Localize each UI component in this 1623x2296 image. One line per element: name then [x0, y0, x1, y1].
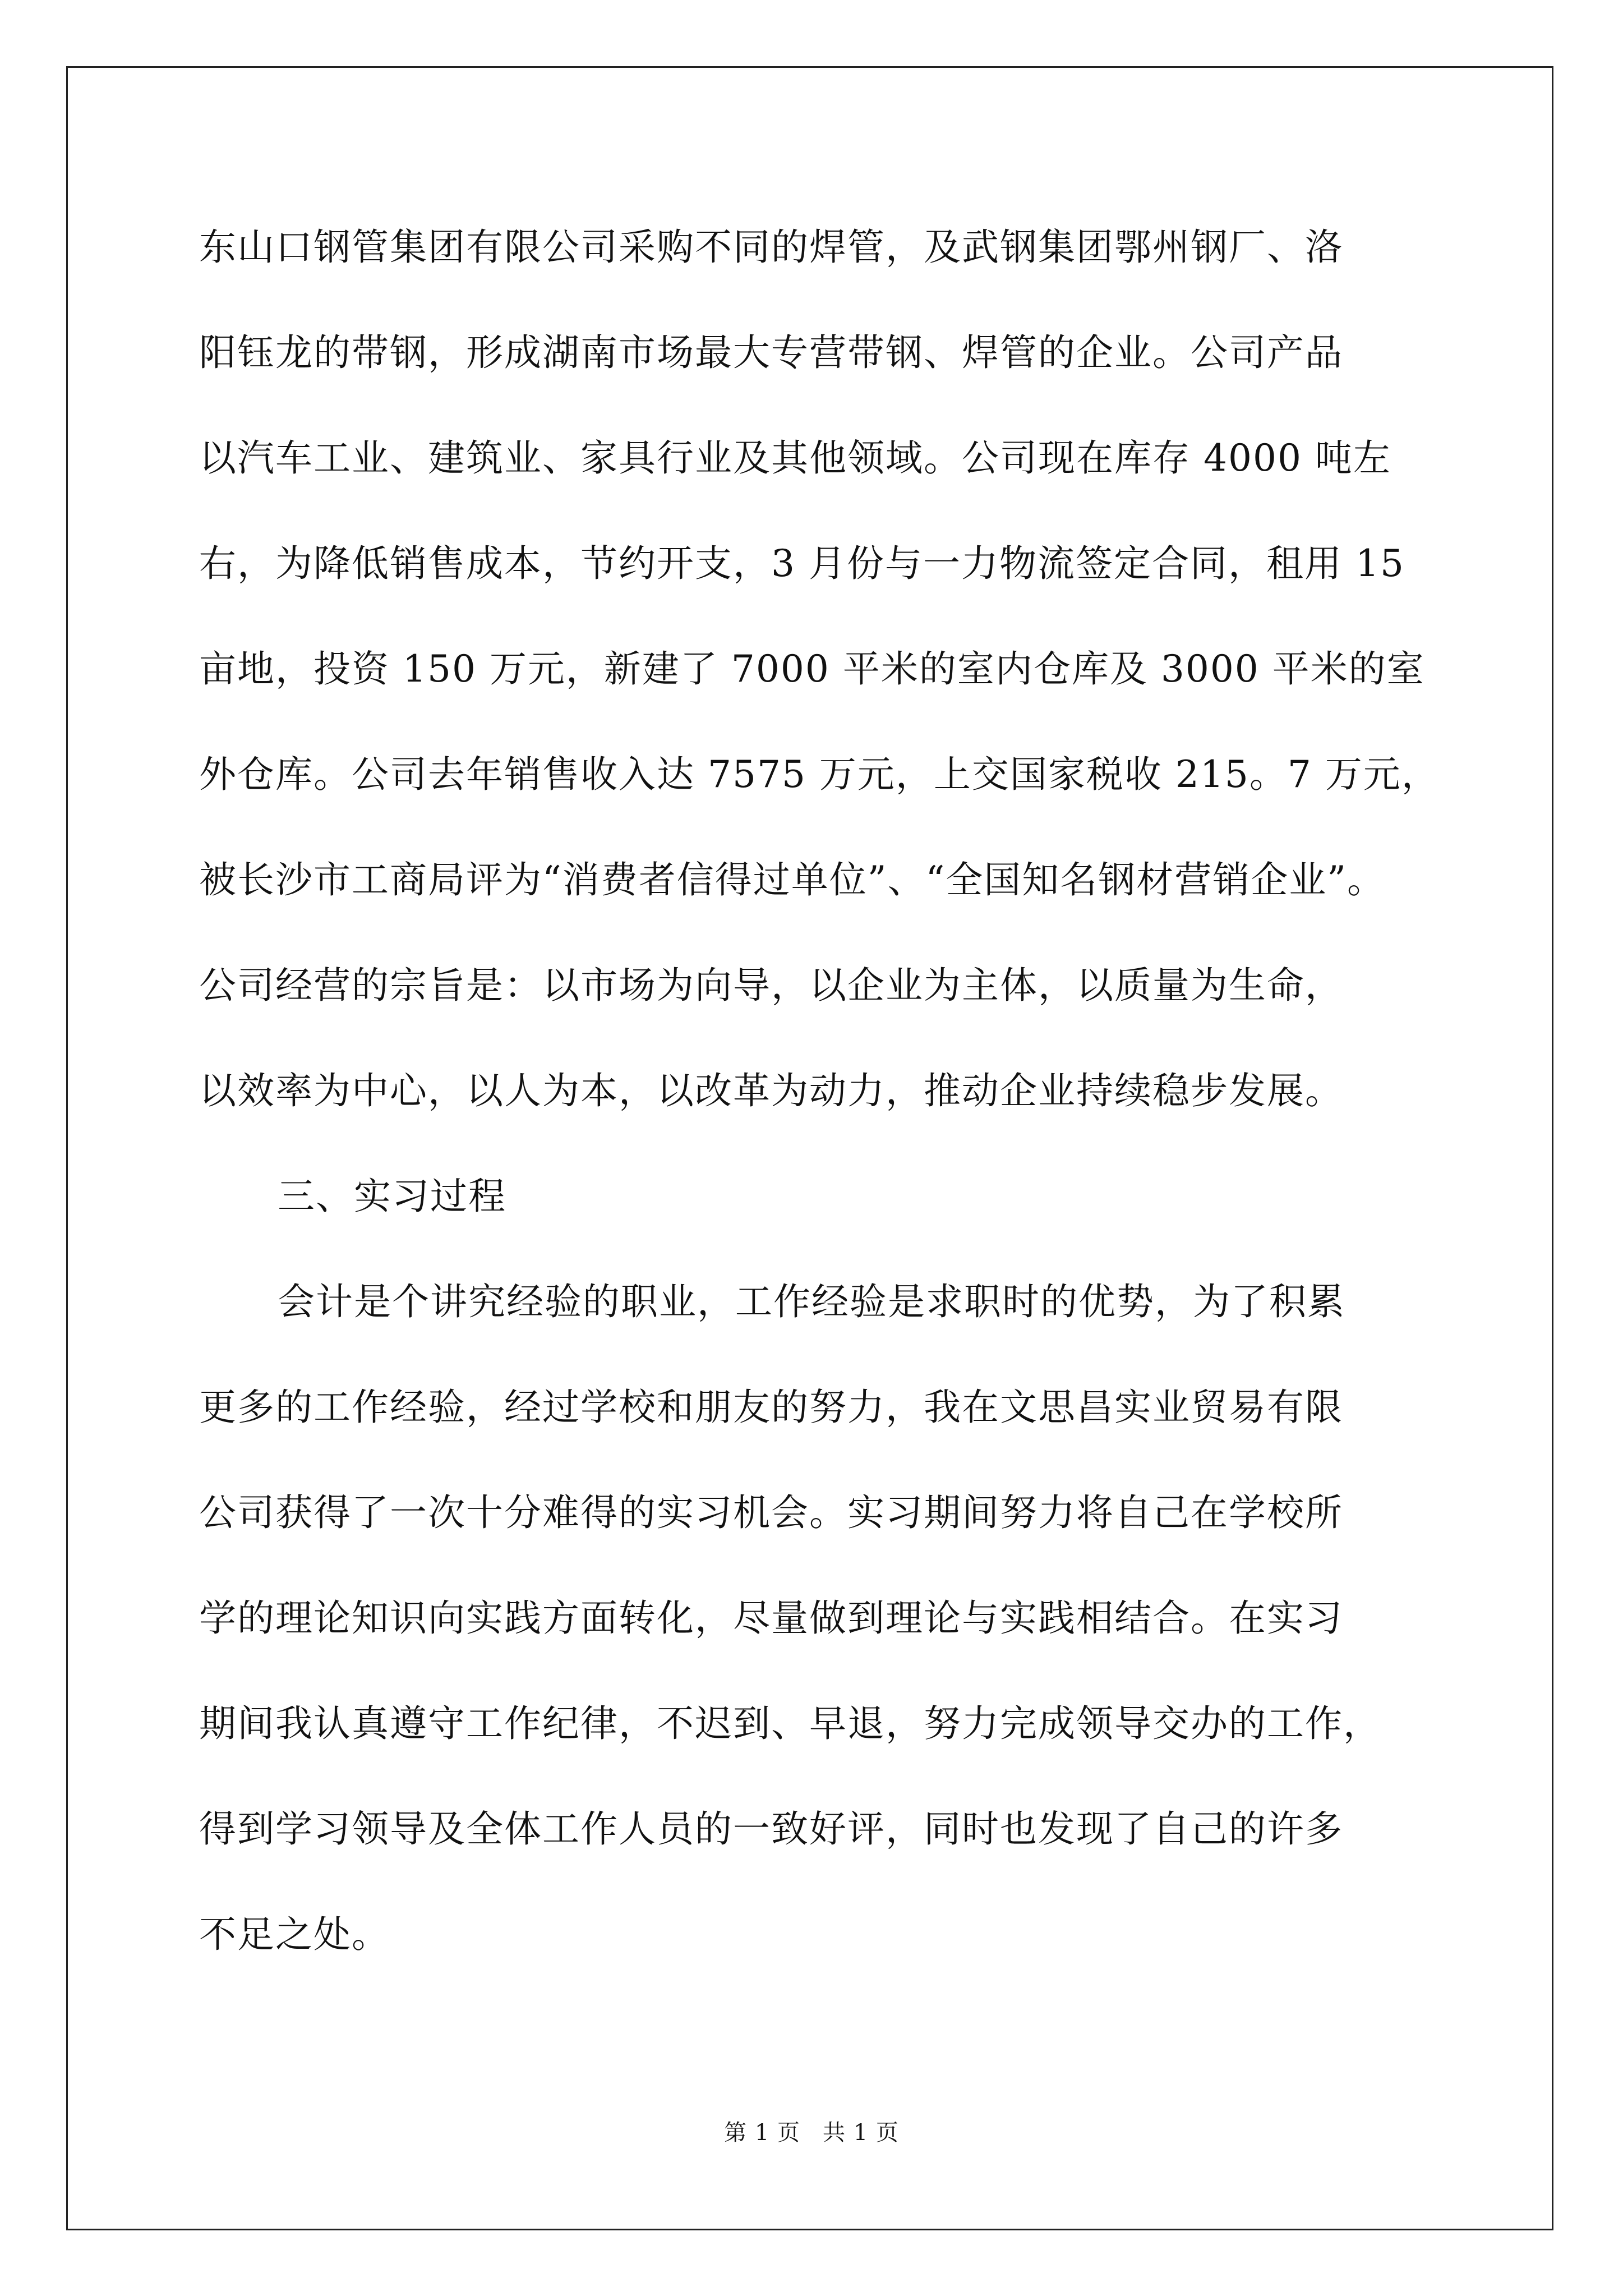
body-text-line: 阳钰龙的带钢，形成湖南市场最大专营带钢、焊管的企业。公司产品: [199, 331, 1343, 374]
body-text-line: 被长沙市工商局评为“消费者信得过单位”、“全国知名钢材营销企业”。: [199, 858, 1385, 901]
body-text-line: 更多的工作经验，经过学校和朋友的努力，我在文思昌实业贸易有限: [199, 1386, 1343, 1429]
body-text-line: 得到学习领导及全体工作人员的一致好评，同时也发现了自己的许多: [199, 1807, 1343, 1851]
page-number: 第 1 页: [724, 2120, 800, 2146]
body-text-line: 期间我认真遵守工作纪律，不迟到、早退，努力完成领导交办的工作，: [199, 1702, 1381, 1745]
body-text-line: 会计是个讲究经验的职业，工作经验是求职时的优势，为了积累: [278, 1280, 1345, 1323]
page-total: 共 1 页: [823, 2120, 899, 2146]
body-text-line: 亩地，投资 150 万元，新建了 7000 平米的室内仓库及 3000 平米的室: [199, 647, 1425, 691]
body-text-line: 东山口钢管集团有限公司采购不同的焊管，及武钢集团鄂州钢厂、洛: [199, 226, 1343, 269]
body-text-line: 外仓库。公司去年销售收入达 7575 万元，上交国家税收 215。7 万元，: [199, 753, 1440, 796]
page-border: [66, 66, 1553, 2230]
body-text-line: 以效率为中心，以人为本，以改革为动力，推动企业持续稳步发展。: [199, 1069, 1343, 1112]
body-text-line: 右，为降低销售成本，节约开支，3 月份与一力物流签定合同，租用 15: [199, 542, 1405, 585]
body-text-line: 公司获得了一次十分难得的实习机会。实习期间努力将自己在学校所: [199, 1491, 1343, 1534]
body-text-line: 学的理论知识向实践方面转化，尽量做到理论与实践相结合。在实习: [199, 1596, 1343, 1640]
body-text-line: 不足之处。: [199, 1913, 390, 1956]
section-heading: 三、实习过程: [278, 1175, 506, 1218]
page-footer: [0, 2122, 1623, 2144]
body-text-line: 以汽车工业、建筑业、家具行业及其他领域。公司现在库存 4000 吨左: [199, 436, 1391, 480]
body-text-line: 公司经营的宗旨是：以市场为向导，以企业为主体，以质量为生命，: [199, 964, 1343, 1007]
